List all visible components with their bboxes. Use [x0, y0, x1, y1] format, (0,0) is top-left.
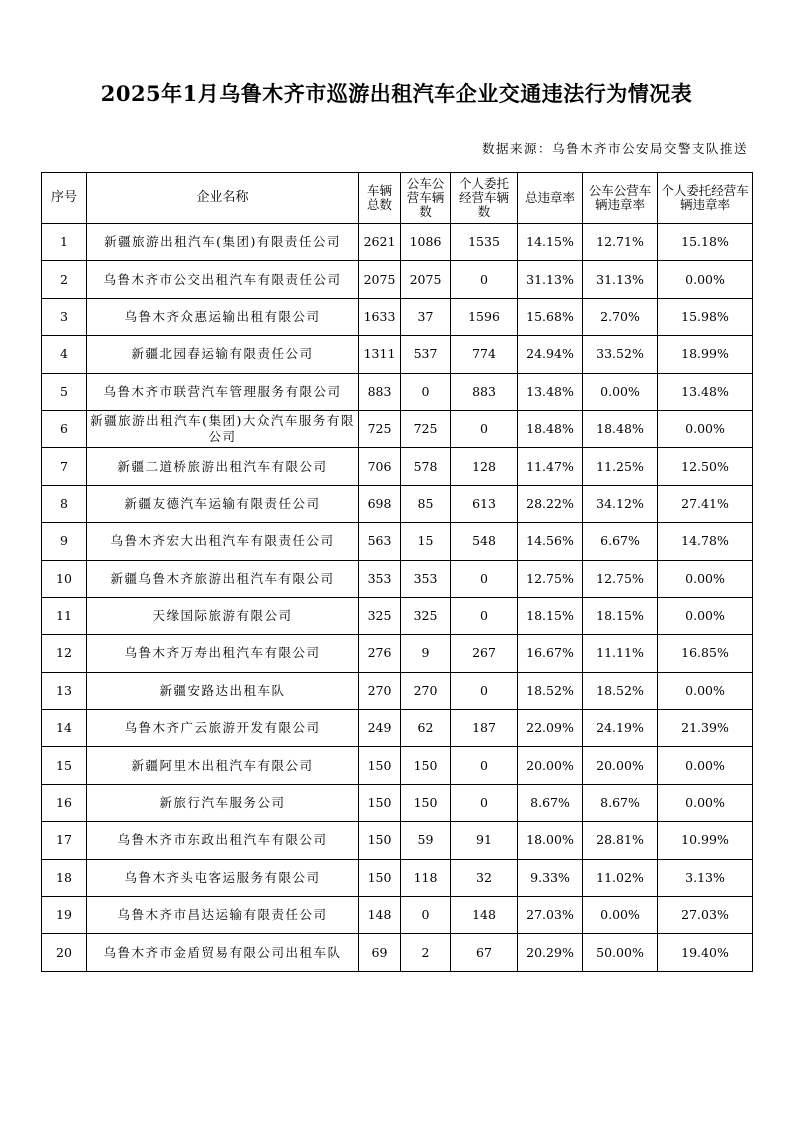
table-row	[42, 261, 753, 298]
cell-company-name: 新旅行汽车服务公司	[87, 784, 359, 821]
cell-individual-operated: 0	[451, 672, 518, 709]
cell-seq: 11	[42, 597, 87, 634]
cell-seq: 3	[42, 298, 87, 335]
cell-individual-operated: 548	[451, 523, 518, 560]
table-row	[42, 784, 753, 821]
cell-individual-rate: 18.99%	[658, 336, 753, 373]
cell-total-vehicles: 150	[359, 822, 401, 859]
cell-total-rate: 18.48%	[518, 410, 583, 447]
cell-seq: 19	[42, 897, 87, 934]
cell-company-name: 乌鲁木齐众惠运输出租有限公司	[87, 298, 359, 335]
cell-individual-operated: 267	[451, 635, 518, 672]
table-row	[42, 410, 753, 447]
table-body	[42, 224, 753, 972]
cell-total-rate: 31.13%	[518, 261, 583, 298]
cell-individual-rate: 0.00%	[658, 410, 753, 447]
cell-company-operated: 1086	[401, 224, 451, 261]
cell-total-rate: 14.15%	[518, 224, 583, 261]
cell-company-rate: 11.11%	[583, 635, 658, 672]
cell-total-vehicles: 1633	[359, 298, 401, 335]
table-row	[42, 373, 753, 410]
header-total-rate: 总违章率	[518, 173, 583, 224]
cell-total-rate: 18.00%	[518, 822, 583, 859]
cell-individual-operated: 148	[451, 897, 518, 934]
cell-individual-rate: 0.00%	[658, 597, 753, 634]
cell-individual-rate: 3.13%	[658, 859, 753, 896]
table-row	[42, 448, 753, 485]
cell-company-operated: 537	[401, 336, 451, 373]
cell-seq: 1	[42, 224, 87, 261]
cell-seq: 2	[42, 261, 87, 298]
cell-company-name: 乌鲁木齐市金盾贸易有限公司出租车队	[87, 934, 359, 971]
cell-company-rate: 12.75%	[583, 560, 658, 597]
cell-company-operated: 725	[401, 410, 451, 447]
table-row	[42, 485, 753, 522]
table-row	[42, 859, 753, 896]
cell-total-rate: 8.67%	[518, 784, 583, 821]
cell-company-operated: 325	[401, 597, 451, 634]
cell-total-rate: 24.94%	[518, 336, 583, 373]
cell-seq: 8	[42, 485, 87, 522]
cell-company-operated: 15	[401, 523, 451, 560]
cell-seq: 5	[42, 373, 87, 410]
cell-total-vehicles: 270	[359, 672, 401, 709]
cell-total-rate: 9.33%	[518, 859, 583, 896]
cell-seq: 6	[42, 410, 87, 447]
cell-seq: 20	[42, 934, 87, 971]
cell-individual-rate: 15.98%	[658, 298, 753, 335]
cell-seq: 17	[42, 822, 87, 859]
cell-company-name: 乌鲁木齐广云旅游开发有限公司	[87, 710, 359, 747]
cell-company-name: 乌鲁木齐市东政出租汽车有限公司	[87, 822, 359, 859]
cell-individual-rate: 14.78%	[658, 523, 753, 560]
cell-individual-operated: 883	[451, 373, 518, 410]
cell-company-rate: 18.52%	[583, 672, 658, 709]
header-total-vehicles: 车辆总数	[359, 173, 401, 224]
cell-company-rate: 6.67%	[583, 523, 658, 560]
cell-company-rate: 11.02%	[583, 859, 658, 896]
cell-company-rate: 11.25%	[583, 448, 658, 485]
cell-company-operated: 270	[401, 672, 451, 709]
cell-company-operated: 2075	[401, 261, 451, 298]
cell-total-rate: 18.52%	[518, 672, 583, 709]
table-row	[42, 897, 753, 934]
cell-total-vehicles: 353	[359, 560, 401, 597]
cell-total-vehicles: 148	[359, 897, 401, 934]
cell-individual-rate: 13.48%	[658, 373, 753, 410]
cell-company-name: 天缘国际旅游有限公司	[87, 597, 359, 634]
table-row	[42, 822, 753, 859]
header-company-rate: 公车公营车辆违章率	[583, 173, 658, 224]
cell-total-vehicles: 69	[359, 934, 401, 971]
cell-total-rate: 13.48%	[518, 373, 583, 410]
cell-individual-operated: 1596	[451, 298, 518, 335]
cell-individual-operated: 32	[451, 859, 518, 896]
cell-company-operated: 150	[401, 747, 451, 784]
violation-table	[41, 172, 753, 972]
cell-total-vehicles: 150	[359, 784, 401, 821]
cell-company-name: 新疆二道桥旅游出租汽车有限公司	[87, 448, 359, 485]
cell-company-operated: 0	[401, 897, 451, 934]
cell-total-vehicles: 883	[359, 373, 401, 410]
cell-seq: 4	[42, 336, 87, 373]
cell-company-rate: 18.48%	[583, 410, 658, 447]
cell-seq: 13	[42, 672, 87, 709]
cell-company-rate: 24.19%	[583, 710, 658, 747]
cell-company-name: 乌鲁木齐市联营汽车管理服务有限公司	[87, 373, 359, 410]
cell-company-name: 乌鲁木齐市公交出租汽车有限责任公司	[87, 261, 359, 298]
cell-individual-operated: 0	[451, 410, 518, 447]
cell-individual-rate: 10.99%	[658, 822, 753, 859]
cell-individual-rate: 0.00%	[658, 747, 753, 784]
cell-total-rate: 20.00%	[518, 747, 583, 784]
cell-total-rate: 27.03%	[518, 897, 583, 934]
cell-company-name: 新疆旅游出租汽车(集团)大众汽车服务有限公司	[87, 410, 359, 447]
cell-total-vehicles: 2075	[359, 261, 401, 298]
cell-total-vehicles: 325	[359, 597, 401, 634]
cell-total-vehicles: 150	[359, 747, 401, 784]
cell-total-rate: 12.75%	[518, 560, 583, 597]
page-title: 2025年1月乌鲁木齐市巡游出租汽车企业交通违法行为情况表	[100, 81, 693, 106]
cell-individual-rate: 16.85%	[658, 635, 753, 672]
header-individual-rate: 个人委托经营车辆违章率	[658, 173, 753, 224]
cell-company-name: 新疆旅游出租汽车(集团)有限责任公司	[87, 224, 359, 261]
cell-individual-rate: 0.00%	[658, 784, 753, 821]
header-company-operated: 公车公营车辆数	[401, 173, 451, 224]
cell-company-name: 新疆北园春运输有限责任公司	[87, 336, 359, 373]
cell-company-operated: 37	[401, 298, 451, 335]
cell-individual-rate: 27.41%	[658, 485, 753, 522]
cell-company-operated: 578	[401, 448, 451, 485]
cell-individual-rate: 15.18%	[658, 224, 753, 261]
cell-individual-operated: 91	[451, 822, 518, 859]
cell-individual-operated: 187	[451, 710, 518, 747]
table-row	[42, 597, 753, 634]
cell-total-rate: 22.09%	[518, 710, 583, 747]
cell-total-vehicles: 706	[359, 448, 401, 485]
cell-company-name: 乌鲁木齐万寿出租汽车有限公司	[87, 635, 359, 672]
cell-seq: 16	[42, 784, 87, 821]
cell-total-rate: 18.15%	[518, 597, 583, 634]
cell-individual-operated: 67	[451, 934, 518, 971]
cell-total-rate: 20.29%	[518, 934, 583, 971]
cell-company-operated: 0	[401, 373, 451, 410]
cell-company-rate: 50.00%	[583, 934, 658, 971]
cell-seq: 9	[42, 523, 87, 560]
cell-total-vehicles: 1311	[359, 336, 401, 373]
cell-company-operated: 118	[401, 859, 451, 896]
cell-company-rate: 33.52%	[583, 336, 658, 373]
table-row	[42, 747, 753, 784]
cell-company-operated: 59	[401, 822, 451, 859]
table-row	[42, 523, 753, 560]
cell-individual-rate: 27.03%	[658, 897, 753, 934]
cell-total-vehicles: 725	[359, 410, 401, 447]
cell-seq: 12	[42, 635, 87, 672]
cell-company-rate: 8.67%	[583, 784, 658, 821]
cell-individual-rate: 19.40%	[658, 934, 753, 971]
cell-total-rate: 28.22%	[518, 485, 583, 522]
table-row	[42, 672, 753, 709]
cell-company-rate: 28.81%	[583, 822, 658, 859]
header-individual-operated: 个人委托经营车辆数	[451, 173, 518, 224]
cell-company-rate: 20.00%	[583, 747, 658, 784]
cell-company-name: 新疆乌鲁木齐旅游出租汽车有限公司	[87, 560, 359, 597]
table-row	[42, 224, 753, 261]
cell-individual-rate: 21.39%	[658, 710, 753, 747]
cell-company-rate: 34.12%	[583, 485, 658, 522]
cell-company-operated: 85	[401, 485, 451, 522]
cell-company-name: 新疆安路达出租车队	[87, 672, 359, 709]
data-source-note: 数据来源：乌鲁木齐市公安局交警支队推送	[481, 141, 748, 156]
cell-total-vehicles: 2621	[359, 224, 401, 261]
cell-company-rate: 31.13%	[583, 261, 658, 298]
cell-individual-operated: 0	[451, 597, 518, 634]
table-row	[42, 635, 753, 672]
header-company-name: 企业名称	[87, 173, 359, 224]
cell-total-vehicles: 150	[359, 859, 401, 896]
table-row	[42, 710, 753, 747]
cell-total-rate: 14.56%	[518, 523, 583, 560]
cell-company-rate: 2.70%	[583, 298, 658, 335]
cell-company-rate: 0.00%	[583, 373, 658, 410]
cell-total-vehicles: 249	[359, 710, 401, 747]
cell-company-name: 新疆阿里木出租汽车有限公司	[87, 747, 359, 784]
cell-total-rate: 15.68%	[518, 298, 583, 335]
cell-individual-operated: 613	[451, 485, 518, 522]
cell-individual-rate: 0.00%	[658, 560, 753, 597]
cell-total-vehicles: 698	[359, 485, 401, 522]
cell-individual-operated: 0	[451, 261, 518, 298]
table-row	[42, 336, 753, 373]
cell-individual-operated: 0	[451, 747, 518, 784]
cell-individual-rate: 0.00%	[658, 261, 753, 298]
cell-company-rate: 12.71%	[583, 224, 658, 261]
cell-individual-operated: 128	[451, 448, 518, 485]
cell-seq: 15	[42, 747, 87, 784]
cell-individual-operated: 0	[451, 560, 518, 597]
table-header-row	[42, 173, 753, 224]
table-row	[42, 934, 753, 971]
cell-individual-operated: 1535	[451, 224, 518, 261]
cell-seq: 10	[42, 560, 87, 597]
cell-company-operated: 62	[401, 710, 451, 747]
cell-individual-operated: 774	[451, 336, 518, 373]
cell-company-rate: 0.00%	[583, 897, 658, 934]
cell-company-operated: 353	[401, 560, 451, 597]
cell-company-rate: 18.15%	[583, 597, 658, 634]
cell-total-rate: 11.47%	[518, 448, 583, 485]
cell-individual-rate: 12.50%	[658, 448, 753, 485]
cell-total-vehicles: 276	[359, 635, 401, 672]
table-row	[42, 560, 753, 597]
cell-seq: 14	[42, 710, 87, 747]
cell-company-operated: 150	[401, 784, 451, 821]
cell-company-operated: 9	[401, 635, 451, 672]
cell-seq: 7	[42, 448, 87, 485]
cell-individual-rate: 0.00%	[658, 672, 753, 709]
cell-total-rate: 16.67%	[518, 635, 583, 672]
cell-company-name: 乌鲁木齐宏大出租汽车有限责任公司	[87, 523, 359, 560]
cell-seq: 18	[42, 859, 87, 896]
cell-company-name: 新疆友德汽车运输有限责任公司	[87, 485, 359, 522]
table-row	[42, 298, 753, 335]
cell-company-name: 乌鲁木齐头屯客运服务有限公司	[87, 859, 359, 896]
cell-individual-operated: 0	[451, 784, 518, 821]
cell-total-vehicles: 563	[359, 523, 401, 560]
cell-company-operated: 2	[401, 934, 451, 971]
header-seq: 序号	[42, 173, 87, 224]
cell-company-name: 乌鲁木齐市昌达运输有限责任公司	[87, 897, 359, 934]
